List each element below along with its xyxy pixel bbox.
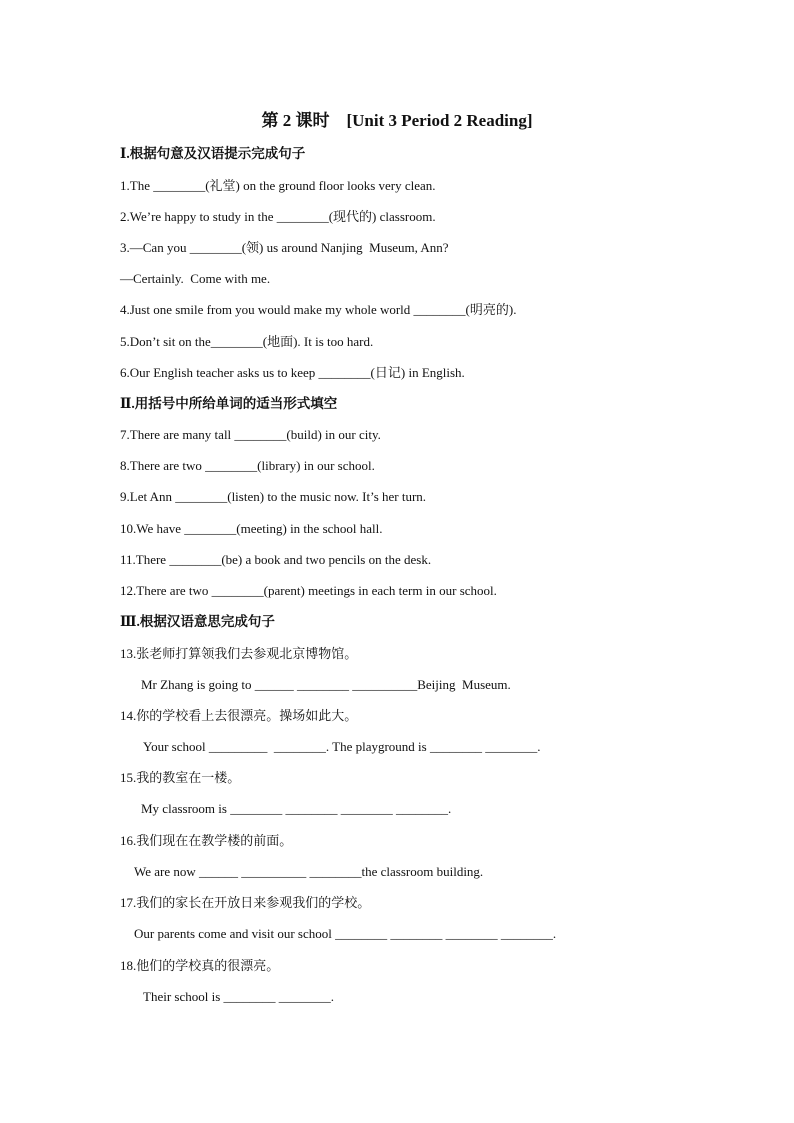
question-15-prompt: 15.我的教室在一楼。 — [120, 770, 241, 785]
question-15-answer: My classroom is ________ ________ ________ ________. — [141, 801, 452, 816]
question-11: 11.There ________(be) a book and two pencils on the desk. — [120, 552, 432, 567]
question-14-prompt: 14.你的学校看上去很漂亮。操场如此大。 — [120, 708, 358, 723]
question-18-answer: Their school is ________ ________. — [143, 989, 335, 1004]
question-4: 4.Just one smile from you would make my whole world ________(明亮的). — [120, 302, 517, 317]
question-12: 12.There are two ________(parent) meetings in each term in our school. — [120, 583, 497, 598]
question-18-prompt: 18.他们的学校真的很漂亮。 — [120, 958, 280, 973]
question-13-answer: Mr Zhang is going to ______ ________ __________Beijing Museum. — [141, 677, 511, 692]
question-2: 2.We’re happy to study in the ________(现代的) classroom. — [120, 209, 436, 224]
question-1: 1.The ________(礼堂) on the ground floor looks very clean. — [120, 178, 436, 193]
question-7: 7.There are many tall ________(build) in our city. — [120, 427, 381, 442]
question-6: 6.Our English teacher asks us to keep ________(日记) in English. — [120, 365, 465, 380]
section-heading-3: Ⅲ.根据汉语意思完成句子 — [120, 614, 275, 629]
page-title: 第 2 课时 [Unit 3 Period 2 Reading] — [261, 111, 533, 130]
question-8: 8.There are two ________(library) in our school. — [120, 458, 375, 473]
question-9: 9.Let Ann ________(listen) to the music now. It’s her turn. — [120, 489, 427, 504]
question-17-answer: Our parents come and visit our school ________ ________ ________ ________. — [134, 926, 557, 941]
question-13-prompt: 13.张老师打算领我们去参观北京博物馆。 — [120, 646, 358, 661]
question-3-reply: —Certainly. Come with me. — [120, 271, 271, 286]
section-heading-1: Ⅰ.根据句意及汉语提示完成句子 — [120, 146, 306, 161]
section-heading-2: Ⅱ.用括号中所给单词的适当形式填空 — [120, 396, 338, 411]
question-16-prompt: 16.我们现在在教学楼的前面。 — [120, 833, 293, 848]
question-3: 3.—Can you ________(领) us around Nanjing Museum, Ann? — [120, 240, 449, 255]
question-5: 5.Don’t sit on the________(地面). It is too hard. — [120, 334, 374, 349]
question-16-answer: We are now ______ __________ ________the classroom building. — [134, 864, 484, 879]
question-14-answer: Your school _________ ________. The playground is ________ ________. — [143, 739, 541, 754]
question-10: 10.We have ________(meeting) in the school hall. — [120, 521, 383, 536]
question-17-prompt: 17.我们的家长在开放日来参观我们的学校。 — [120, 895, 371, 910]
